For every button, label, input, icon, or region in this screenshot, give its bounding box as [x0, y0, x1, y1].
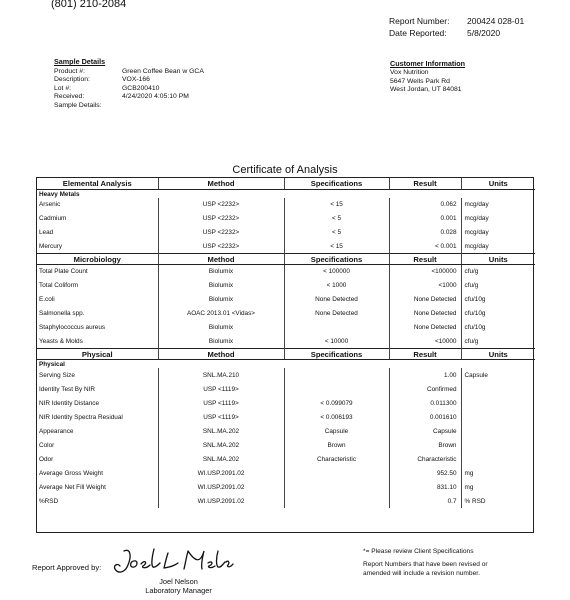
report-number-label: Report Number: [389, 16, 450, 26]
column-header: Elemental Analysis [37, 178, 158, 189]
specification-cell: < 1000 [284, 279, 389, 293]
column-header: Specifications [284, 178, 389, 189]
customer-information [390, 60, 465, 95]
specification-cell: < 5 [284, 226, 389, 240]
method-cell: USP <2232> [158, 198, 284, 212]
subsection-row [37, 360, 535, 369]
table-row [37, 480, 535, 494]
specification-cell: < 10000 [284, 335, 389, 349]
report-notes [363, 548, 513, 578]
table-row [37, 438, 535, 452]
sample-field-value: VOX-166 [122, 76, 150, 84]
method-cell: AOAC 2013.01 <Vidas> [158, 307, 284, 321]
units-cell: mcg/day [461, 240, 535, 254]
analyte-name: NIR Identity Distance [39, 399, 100, 407]
units-cell [461, 424, 535, 438]
analyte-name: Serving Size [39, 371, 75, 379]
result-cell: Brown [389, 438, 461, 452]
method-cell: WI.USP.2091.02 [158, 466, 284, 480]
units-cell: mg [461, 466, 535, 480]
analyte-name: Lead [39, 229, 54, 236]
result-cell: 1.00 [389, 368, 461, 382]
subsection-label: Physical [39, 361, 65, 368]
date-reported-value: 5/8/2020 [467, 27, 501, 38]
analyte-name: Salmonella spp. [39, 310, 85, 317]
sample-field-value: 4/24/2020 4:05:10 PM [122, 93, 189, 101]
analyte-name: Staphylococcus aureus [39, 324, 106, 331]
table-row [37, 265, 535, 279]
subsection-label: Heavy Metals [39, 190, 80, 198]
column-header: Method [158, 254, 284, 265]
result-cell: None Detected [389, 293, 461, 307]
table-row [37, 424, 535, 438]
analyte-name: E.coli [39, 296, 55, 303]
report-number-value: 200424 028-01 [467, 16, 525, 26]
analyte-name: Mercury [39, 242, 63, 250]
table-row [37, 494, 535, 508]
units-cell: Capsule [461, 368, 535, 382]
column-header: Microbiology [37, 254, 158, 265]
method-cell: USP <1119> [158, 410, 284, 424]
table-row [37, 279, 535, 293]
units-cell: mg [461, 480, 535, 494]
units-cell: cfu/g [461, 265, 535, 279]
analyte-name: Identity Test By NIR [39, 385, 95, 393]
analyte-name: Yeasts & Molds [39, 337, 83, 345]
result-cell: 0.001610 [389, 410, 461, 424]
method-cell: USP <1119> [158, 382, 284, 396]
analyte-name: Average Net Fill Weight [39, 483, 106, 491]
result-cell: 952.50 [389, 466, 461, 480]
units-cell: mcg/day [461, 212, 535, 226]
customer-line: Vox Nutrition [390, 69, 429, 77]
specification-cell [284, 494, 389, 508]
section-header-row [37, 254, 535, 265]
specification-cell: < 0.006193 [284, 410, 389, 424]
approver [131, 578, 226, 595]
table-row [37, 198, 535, 212]
sample-details-title: Sample Details [54, 57, 106, 66]
result-cell: Confirmed [389, 382, 461, 396]
units-cell: cfu/g [461, 335, 535, 349]
method-cell: SNL.MA.202 [158, 438, 284, 452]
result-cell: 0.011300 [389, 396, 461, 410]
specification-cell [284, 466, 389, 480]
table-row [37, 410, 535, 424]
table-row [37, 396, 535, 410]
column-header: Specifications [284, 254, 389, 265]
table-row [37, 368, 535, 382]
results-table [37, 178, 535, 508]
column-header: Units [461, 178, 535, 189]
result-cell: Characteristic [389, 452, 461, 466]
specification-cell: < 15 [284, 240, 389, 254]
units-cell [461, 396, 535, 410]
result-cell: 0.7 [389, 494, 461, 508]
method-cell: USP <1119> [158, 396, 284, 410]
method-cell: SNL.MA.202 [158, 452, 284, 466]
customer-line: West Jordan, UT 84081 [390, 86, 462, 94]
table-row [37, 240, 535, 254]
result-cell: <1000 [389, 279, 461, 293]
method-cell: Biolumix [158, 335, 284, 349]
method-cell: SNL.MA.202 [158, 424, 284, 438]
units-cell [461, 438, 535, 452]
method-cell: SNL.MA.210 [158, 368, 284, 382]
specification-cell: None Detected [284, 293, 389, 307]
units-cell: mcg/day [461, 226, 535, 240]
result-cell: 0.001 [389, 212, 461, 226]
sample-field-key: Product #: [54, 67, 85, 75]
method-cell: Biolumix [158, 321, 284, 335]
analyte-name: Arsenic [39, 201, 61, 208]
units-cell: cfu/10g [461, 307, 535, 321]
analyte-name: Appearance [39, 427, 74, 435]
note-specifications: *= Please review Client Specifications [363, 548, 474, 555]
column-header: Units [461, 254, 535, 265]
analyte-name: Total Plate Count [39, 268, 88, 276]
result-cell: 831.10 [389, 480, 461, 494]
certificate-table [36, 177, 534, 533]
specification-cell: < 100000 [284, 265, 389, 279]
table-row [37, 293, 535, 307]
result-cell: < 0.001 [389, 240, 461, 254]
sample-field-key: Sample Details: [54, 101, 102, 109]
column-header: Specifications [284, 349, 389, 360]
approver-name: Joel Nelson [159, 577, 198, 586]
approver-title: Laboratory Manager [145, 585, 212, 595]
specification-cell: < 0.099079 [284, 396, 389, 410]
result-cell: <100000 [389, 265, 461, 279]
result-cell: 0.028 [389, 226, 461, 240]
column-header: Result [389, 254, 461, 265]
units-cell: cfu/10g [461, 321, 535, 335]
table-row [37, 212, 535, 226]
specification-cell [284, 480, 389, 494]
method-cell: USP <2232> [158, 226, 284, 240]
section-header-row [37, 178, 535, 189]
specification-cell [284, 368, 389, 382]
specification-cell [284, 321, 389, 335]
sample-field-value: Green Coffee Bean w GCA [122, 67, 204, 75]
sample-field-key: Lot #: [54, 84, 72, 92]
customer-line: 5647 Wells Park Rd [390, 77, 450, 85]
sample-field-value: GCB200410 [122, 84, 160, 92]
units-cell [461, 452, 535, 466]
method-cell: Biolumix [158, 293, 284, 307]
analyte-name: Average Gross Weight [39, 469, 104, 477]
units-cell: % RSD [461, 494, 535, 508]
column-header: Method [158, 349, 284, 360]
method-cell: Biolumix [158, 265, 284, 279]
specification-cell: Characteristic [284, 452, 389, 466]
table-row [37, 466, 535, 480]
table-row [37, 335, 535, 349]
specification-cell [284, 382, 389, 396]
result-cell: None Detected [389, 307, 461, 321]
specification-cell: < 15 [284, 198, 389, 212]
method-cell: WI.USP.2091.02 [158, 494, 284, 508]
subsection-row [37, 189, 535, 198]
sample-field-key: Description: [54, 76, 90, 84]
units-cell: cfu/10g [461, 293, 535, 307]
method-cell: Biolumix [158, 279, 284, 293]
method-cell: WI.USP.2091.02 [158, 480, 284, 494]
sample-field-key: Received: [54, 93, 85, 101]
specification-cell: Brown [284, 438, 389, 452]
analyte-name: Odor [39, 455, 54, 463]
units-cell: mcg/day [461, 198, 535, 212]
units-cell [461, 410, 535, 424]
table-row [37, 452, 535, 466]
table-row [37, 307, 535, 321]
analyte-name: %RSD [39, 497, 59, 505]
result-cell: <10000 [389, 335, 461, 349]
analyte-name: Total Coliform [39, 282, 79, 289]
column-header: Result [389, 178, 461, 189]
analyte-name: Cadmium [39, 215, 67, 222]
table-row [37, 321, 535, 335]
result-cell: None Detected [389, 321, 461, 335]
table-row [37, 382, 535, 396]
analyte-name: NIR Identity Spectra Residual [39, 413, 123, 421]
specification-cell: Capsule [284, 424, 389, 438]
report-approved-label: Report Approved by: [32, 563, 102, 572]
column-header: Units [461, 349, 535, 360]
section-header-row [37, 349, 535, 360]
table-row [37, 226, 535, 240]
specification-cell: < 5 [284, 212, 389, 226]
customer-information-title: Customer Information [390, 59, 466, 68]
method-cell: USP <2232> [158, 240, 284, 254]
date-reported-label: Date Reported: [389, 27, 447, 38]
column-header: Result [389, 349, 461, 360]
method-cell: USP <2232> [158, 212, 284, 226]
units-cell: cfu/g [461, 279, 535, 293]
note-revisions: Report Numbers that have been revised or amended will include a revision number. [363, 560, 488, 577]
sample-details [54, 58, 204, 111]
units-cell [461, 382, 535, 396]
lab-phone-number: (801) 210-2084 [51, 0, 127, 10]
column-header: Physical [37, 349, 158, 360]
result-cell: 0.062 [389, 198, 461, 212]
specification-cell: None Detected [284, 307, 389, 321]
analyte-name: Color [39, 441, 55, 449]
report-info [389, 16, 524, 39]
result-cell: Capsule [389, 424, 461, 438]
certificate-title: Certificate of Analysis [232, 164, 338, 176]
column-header: Method [158, 178, 284, 189]
